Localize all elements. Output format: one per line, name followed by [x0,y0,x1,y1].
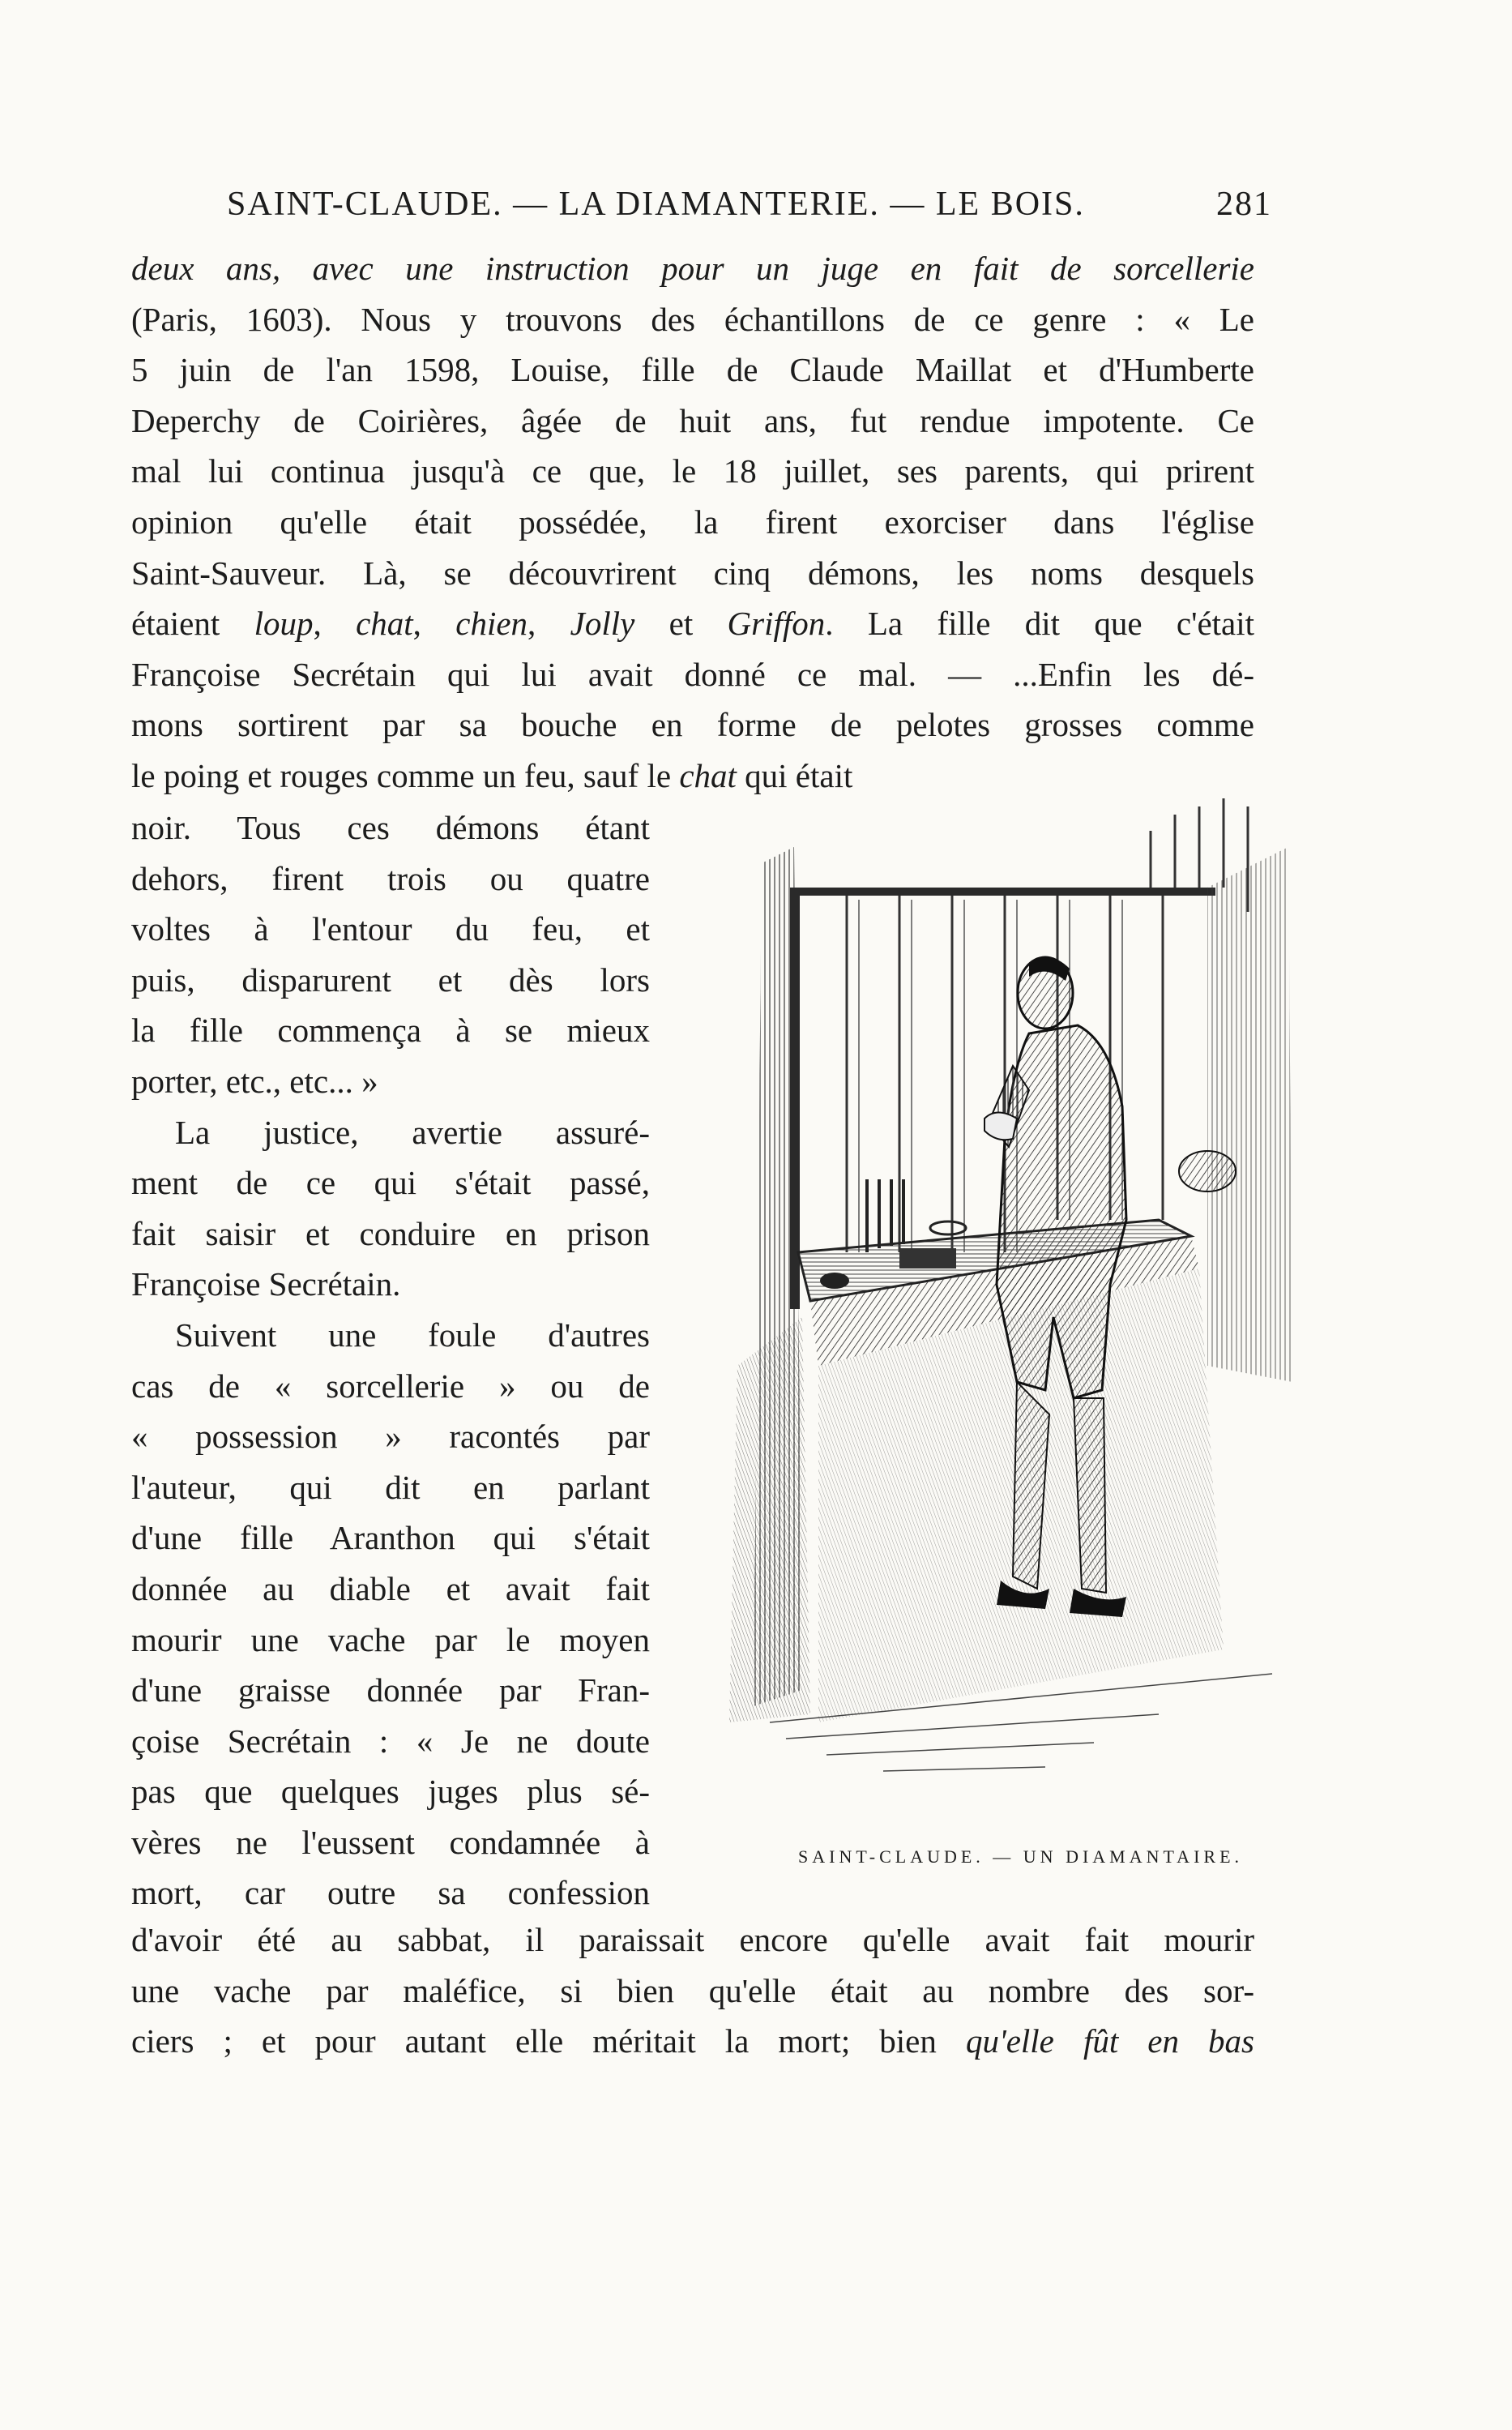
text-span: mal lui continua jusqu'à ce que, le 18 juillet, ses parents, qui prirent [131,452,1254,490]
italic-span: chat [679,756,737,794]
text-line [131,1914,1254,1966]
text-line: pas que quelques juges plus sé- [131,1773,650,1811]
text-line: fait saisir et conduire en prison [131,1214,650,1252]
running-header [186,185,1272,233]
wrapped-paragraphs [131,802,650,1919]
text-line: noir. Tous ces démons étant [131,809,650,846]
text-span: , [527,605,570,643]
text-line: mourir une vache par le moyen [131,1620,650,1658]
top-paragraph [131,243,1254,802]
italic-span: loup [254,605,314,643]
text-span: Saint-Sauveur. Là, se découvrirent cinq démons, les noms desquels [131,554,1254,592]
italic-span: Jolly [570,605,635,643]
text-line [131,344,1254,396]
text-line: porter, etc., etc... » [131,1062,378,1100]
text-line [131,598,1254,649]
text-line: « possession » racontés par [131,1418,650,1456]
illustration-caption: SAINT-CLAUDE. — UN DIAMANTAIRE. [798,1846,1244,1867]
text-span: Deperchy de Coirières, âgée de huit ans, fut rendue impotente. Ce [131,401,1254,439]
text-line: mort, car outre sa confession [131,1874,650,1912]
text-line [131,446,1254,497]
text-span: étaient [131,605,254,643]
italic-span: deux ans, avec une instruction pour un juge en fait de sorcellerie [131,250,1254,287]
text-line: voltes à l'entour du feu, et [131,910,650,948]
text-line: Suivent une foule d'autres [175,1316,650,1354]
text-span: , [313,605,357,643]
text-span: d'avoir été au sabbat, il paraissait encore qu'elle avait fait mourir [131,1921,1254,1958]
text-span: opinion qu'elle était possédée, la firent exorciser dans l'église [131,503,1254,541]
bottom-paragraph [131,1914,1254,2067]
text-line: d'une graisse donnée par Fran- [131,1671,650,1709]
text-line: l'auteur, qui dit en parlant [131,1468,650,1506]
text-line: La justice, avertie assuré- [175,1113,650,1151]
text-line [131,396,1254,447]
text-span: ciers ; et pour autant elle méritait la mort; bien [131,2022,966,2060]
text-line: donnée au diable et avait fait [131,1569,650,1607]
text-span: le poing et rouges comme un feu, sauf le [131,756,680,794]
text-span: . La fille dit que c'était [825,605,1255,643]
text-span: , [412,605,456,643]
italic-span: qu'elle fût en bas [965,2022,1254,2060]
text-span: Françoise Secrétain qui lui avait donné ce mal. — ...Enfin les dé- [131,655,1254,693]
text-line: vères ne l'eussent condamnée à [131,1823,650,1861]
text-line: d'une fille Aranthon qui s'était [131,1519,650,1557]
italic-span: chat [356,605,413,643]
text-line [131,699,1254,751]
italic-span: chien [455,605,528,643]
text-line: Françoise Secrétain. [131,1265,401,1303]
text-line: ment de ce qui s'était passé, [131,1164,650,1202]
text-line [131,548,1254,599]
running-title: SAINT-CLAUDE. — LA DIAMANTERIE. — LE BOIS. [227,186,1085,223]
text-line [131,2016,1254,2067]
text-span: 5 juin de l'an 1598, Louise, fille de Claude Maillat et d'Humberte [131,351,1254,389]
text-line [131,751,1254,802]
text-line [131,497,1254,548]
page-number: 281 [1216,186,1272,223]
text-line: cas de « sorcellerie » ou de [131,1367,650,1405]
text-line: çoise Secrétain : « Je ne doute [131,1722,650,1760]
text-line [131,649,1254,700]
text-line [131,1966,1254,2017]
text-line [131,243,1254,294]
text-line: dehors, firent trois ou quatre [131,859,650,897]
text-span: une vache par maléfice, si bien qu'elle était au nombre des sor- [131,1971,1254,2009]
text-span: qui était [736,756,853,794]
text-span: (Paris, 1603). Nous y trouvons des échantillons de ce genre : « Le [131,300,1254,338]
italic-span: Griffon [727,605,826,643]
text-span: et [634,605,728,643]
engraving-diamond-cutter [705,798,1296,1808]
text-line: la fille commença à se mieux [131,1012,650,1050]
text-line: puis, disparurent et dès lors [131,960,650,999]
text-span: mons sortirent par sa bouche en forme de pelotes grosses comme [131,706,1254,744]
text-line [131,294,1254,345]
